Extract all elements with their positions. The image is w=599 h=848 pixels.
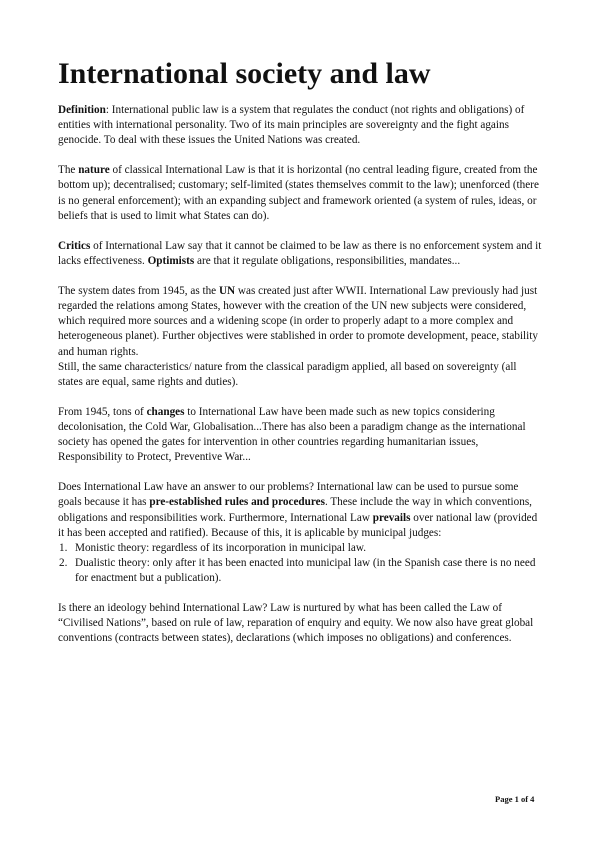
page-title: International society and law bbox=[58, 57, 431, 90]
paragraph-text: From 1945, tons of bbox=[58, 405, 147, 418]
term-definition: Definition bbox=[58, 104, 106, 116]
paragraph-text: . These include the way in which conventions, obligations and responsibilities work. Furthermore, International Law bbox=[58, 496, 532, 524]
paragraph-changes bbox=[58, 405, 544, 465]
paragraph-text: to International Law have been made such as new topics considering decolonisation, the Cold War, Globalisation...There has also been a paradigm change as the international society has opened the gates for intervention in other countries regarding humanitarian issues, Responsibility to Protect, Preventive War... bbox=[58, 405, 526, 464]
list-item bbox=[58, 556, 544, 586]
theory-list bbox=[58, 541, 544, 586]
paragraph-text: over national law (provided it has been accepted and ratified). Because of this, it is aplicable by municipal judges: bbox=[58, 511, 538, 539]
paragraph-sovereignty: Still, the same characteristics/ nature from the classical paradigm applied, all based on sovereignty (all states are equal, same rights and duties). bbox=[58, 360, 517, 388]
paragraph-nature bbox=[58, 163, 544, 223]
term-changes: changes bbox=[146, 405, 185, 418]
document-body bbox=[58, 103, 544, 661]
list-item bbox=[58, 541, 544, 556]
paragraph-un bbox=[58, 284, 544, 359]
paragraph-answer bbox=[58, 480, 544, 540]
term-un: UN bbox=[218, 285, 236, 298]
paragraph-critics bbox=[58, 239, 544, 269]
term-critics: Critics bbox=[58, 239, 91, 252]
list-text: Monistic theory: regardless of its incorporation in municipal law. bbox=[75, 541, 367, 554]
paragraph-text: The bbox=[58, 164, 79, 177]
list-number: 1. bbox=[59, 541, 68, 554]
term-rules-procedures: pre-established rules and procedures bbox=[149, 496, 325, 509]
list-number: 2. bbox=[59, 556, 68, 569]
paragraph-text: : International public law is a system that regulates the conduct (not rights and obligations) of entities with international personality. Two of its main principles are sovereignty and the fight agains genocide. To deal with these issues the United Nations was created. bbox=[58, 104, 525, 147]
term-nature: nature bbox=[78, 164, 110, 177]
page-number: Page 1 of 4 bbox=[495, 794, 535, 804]
paragraph-text: of classical International Law is that it is horizontal (no central leading figure, created from the bottom up); decentralised; customary; self-limited (states themselves commit to the law); unenforced (there is no general enforcement); with an expanding subject and framework oriented (a system of rules, ideas, or beliefs that is used to limit what States can do). bbox=[58, 164, 539, 222]
paragraph-definition bbox=[58, 103, 544, 148]
paragraph-text: was created just after WWII. International Law previously had just regarded the relations among States, however with the creation of the UN new subjects were considered, which required more sources and a widening scope (in order to properly adapt to a more complex and heterogeneous planet). Further objectives were stablished in order to promote development, peace, stability and human rights. bbox=[58, 285, 538, 358]
paragraph-ideology: Is there an ideology behind International Law? Law is nurtured by what has been called the Law of “Civilised Nations”, based on rule of law, reparation of enquiry and equity. We now also have great global conventions (contracts between states), declarations (which imposes no obligations) and conferences. bbox=[58, 602, 534, 645]
list-text: Dualistic theory: only after it has been enacted into municipal law (in the Spanish case there is no need for enactment but a publication). bbox=[75, 556, 536, 584]
term-prevails: prevails bbox=[372, 511, 411, 524]
paragraph-text: Does International Law have an answer to our problems? International law can be used to pursue some goals because it has bbox=[58, 481, 519, 509]
paragraph-text: of International Law say that it cannot be claimed to be law as there is no enforcement system and it lacks effectiveness. bbox=[58, 239, 542, 267]
paragraph-text: are that it regulate obligations, responsibilities, mandates... bbox=[194, 254, 461, 267]
term-optimists: Optimists bbox=[147, 254, 195, 267]
paragraph-text: The system dates from 1945, as the bbox=[58, 285, 219, 298]
